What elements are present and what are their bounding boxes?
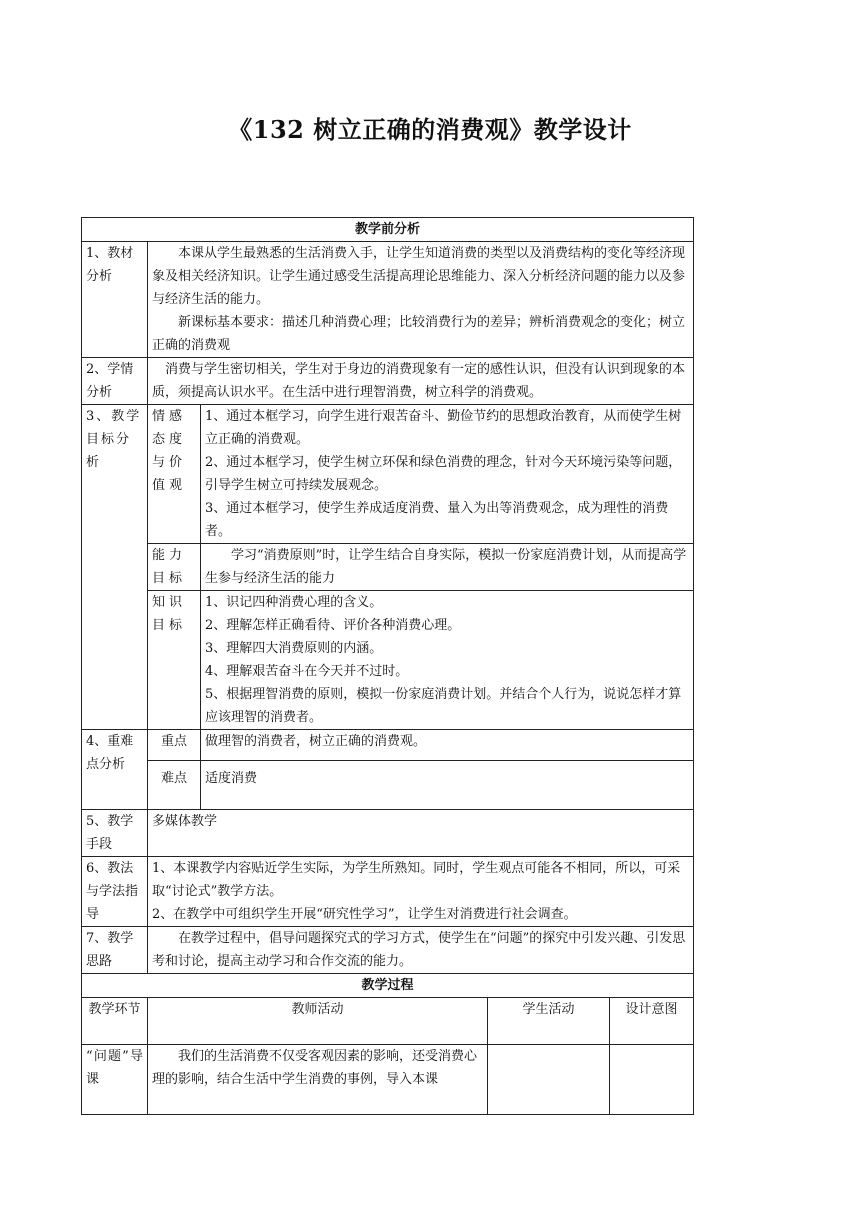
column-header: 设计意图: [610, 998, 694, 1045]
material-content: [148, 242, 694, 358]
row-label: 2、学情分析: [82, 358, 148, 405]
sub-label: 难点: [148, 761, 201, 810]
row-label: 6、教法与学法指导: [82, 857, 148, 927]
row-label: 3、教学目标分析: [82, 405, 148, 730]
paragraph: 消费与学生密切相关，学生对于身边的消费现象有一定的感性认识，但没有认识到现象的本质，须提高认识水平。在生活中进行理智消费，树立科学的消费观。: [152, 362, 686, 400]
means-row: [82, 810, 694, 857]
methods-content: [148, 857, 694, 927]
list-item: 5、根据理智消费的原则，模拟一份家庭消费计划。并结合个人行为，说说怎样才算应该理智的消费者。: [205, 687, 682, 725]
column-header: 教学环节: [82, 998, 148, 1045]
difficulty-row: [82, 761, 694, 810]
emotion-goals: [201, 405, 694, 544]
sub-label: 情感态度与价值观: [148, 405, 201, 544]
paragraph: 学习“消费原则”时，让学生结合自身实际，模拟一份家庭消费计划，从而提高学生参与经济生活的能力: [205, 548, 687, 586]
list-item: 1、识记四种消费心理的含义。: [205, 595, 383, 610]
students-row: [82, 358, 694, 405]
row-label: 5、教学手段: [82, 810, 148, 857]
process-columns-row: [82, 998, 694, 1045]
key-point-row: [82, 730, 694, 761]
row-label: 7、教学思路: [82, 927, 148, 974]
student-activity-cell: [488, 1045, 610, 1115]
row-label: 4、重难点分析: [82, 730, 148, 810]
lesson-plan-table: [81, 217, 694, 1115]
goals-knowledge-row: [82, 591, 694, 730]
ability-goals: [201, 544, 694, 591]
means-text: 多媒体教学: [148, 810, 694, 857]
pre-analysis-header-row: [82, 218, 694, 242]
row-label: 1、教材分析: [82, 242, 148, 358]
paragraph: 在教学过程中，倡导问题探究式的学习方式，使学生在“问题”的探究中引发兴趣、引发思考和讨论，提高主动学习和合作交流的能力。: [152, 931, 686, 969]
list-item: 1、通过本框学习，向学生进行艰苦奋斗、勤俭节约的思想政治教育，从而使学生树立正确的消费观。: [205, 409, 682, 447]
section-header: 教学过程: [82, 974, 694, 998]
design-intent-cell: [610, 1045, 694, 1115]
students-content: [148, 358, 694, 405]
sub-label: 能力目标: [148, 544, 201, 591]
methods-row: [82, 857, 694, 927]
approach-content: [148, 927, 694, 974]
column-header: 学生活动: [488, 998, 610, 1045]
paragraph: 新课标基本要求：描述几种消费心理；比较消费行为的差异；辨析消费观念的变化；树立正确的消费观: [152, 315, 686, 353]
material-row: [82, 242, 694, 358]
list-item: 2、理解怎样正确看待、评价各种消费心理。: [205, 618, 461, 633]
goals-emotion-row: [82, 405, 694, 544]
focus-text: 做理智的消费者，树立正确的消费观。: [201, 730, 694, 761]
sub-label: 知识目标: [148, 591, 201, 730]
goals-ability-row: [82, 544, 694, 591]
knowledge-goals: [201, 591, 694, 730]
teacher-activity-cell: [148, 1045, 488, 1115]
stage-cell: “问题”导课: [82, 1045, 148, 1115]
section-header: 教学前分析: [82, 218, 694, 242]
process-header-row: [82, 974, 694, 998]
list-item: 2、通过本框学习，使学生树立环保和绿色消费的理念，针对今天环境污染等问题，引导学生树立可持续发展观念。: [205, 455, 682, 493]
difficulty-text: 适度消费: [201, 761, 694, 810]
list-item: 2、在教学中可组织学生开展“研究性学习”，让学生对消费进行社会调查。: [152, 907, 577, 922]
paragraph: 本课从学生最熟悉的生活消费入手，让学生知道消费的类型以及消费结构的变化等经济现象及相关经济知识。让学生通过感受生活提高理论思维能力、深入分析经济问题的能力以及参与经济生活的能力。: [152, 246, 686, 307]
table-row: [82, 1045, 694, 1115]
paragraph: 我们的生活消费不仅受客观因素的影响，还受消费心理的影响，结合生活中学生消费的事例，导入本课: [152, 1049, 478, 1087]
document-title: 《132 树立正确的消费观》教学设计: [228, 115, 632, 144]
column-header: 教师活动: [148, 998, 488, 1045]
list-item: 4、理解艰苦奋斗在今天并不过时。: [205, 664, 409, 679]
approach-row: [82, 927, 694, 974]
sub-label: 重点: [148, 730, 201, 761]
list-item: 3、通过本框学习，使学生养成适度消费、量入为出等消费观念，成为理性的消费者。: [205, 501, 669, 539]
list-item: 1、本课教学内容贴近学生实际，为学生所熟知。同时，学生观点可能各不相同，所以，可采取“讨论式”教学方法。: [152, 861, 681, 899]
list-item: 3、理解四大消费原则的内涵。: [205, 641, 383, 656]
